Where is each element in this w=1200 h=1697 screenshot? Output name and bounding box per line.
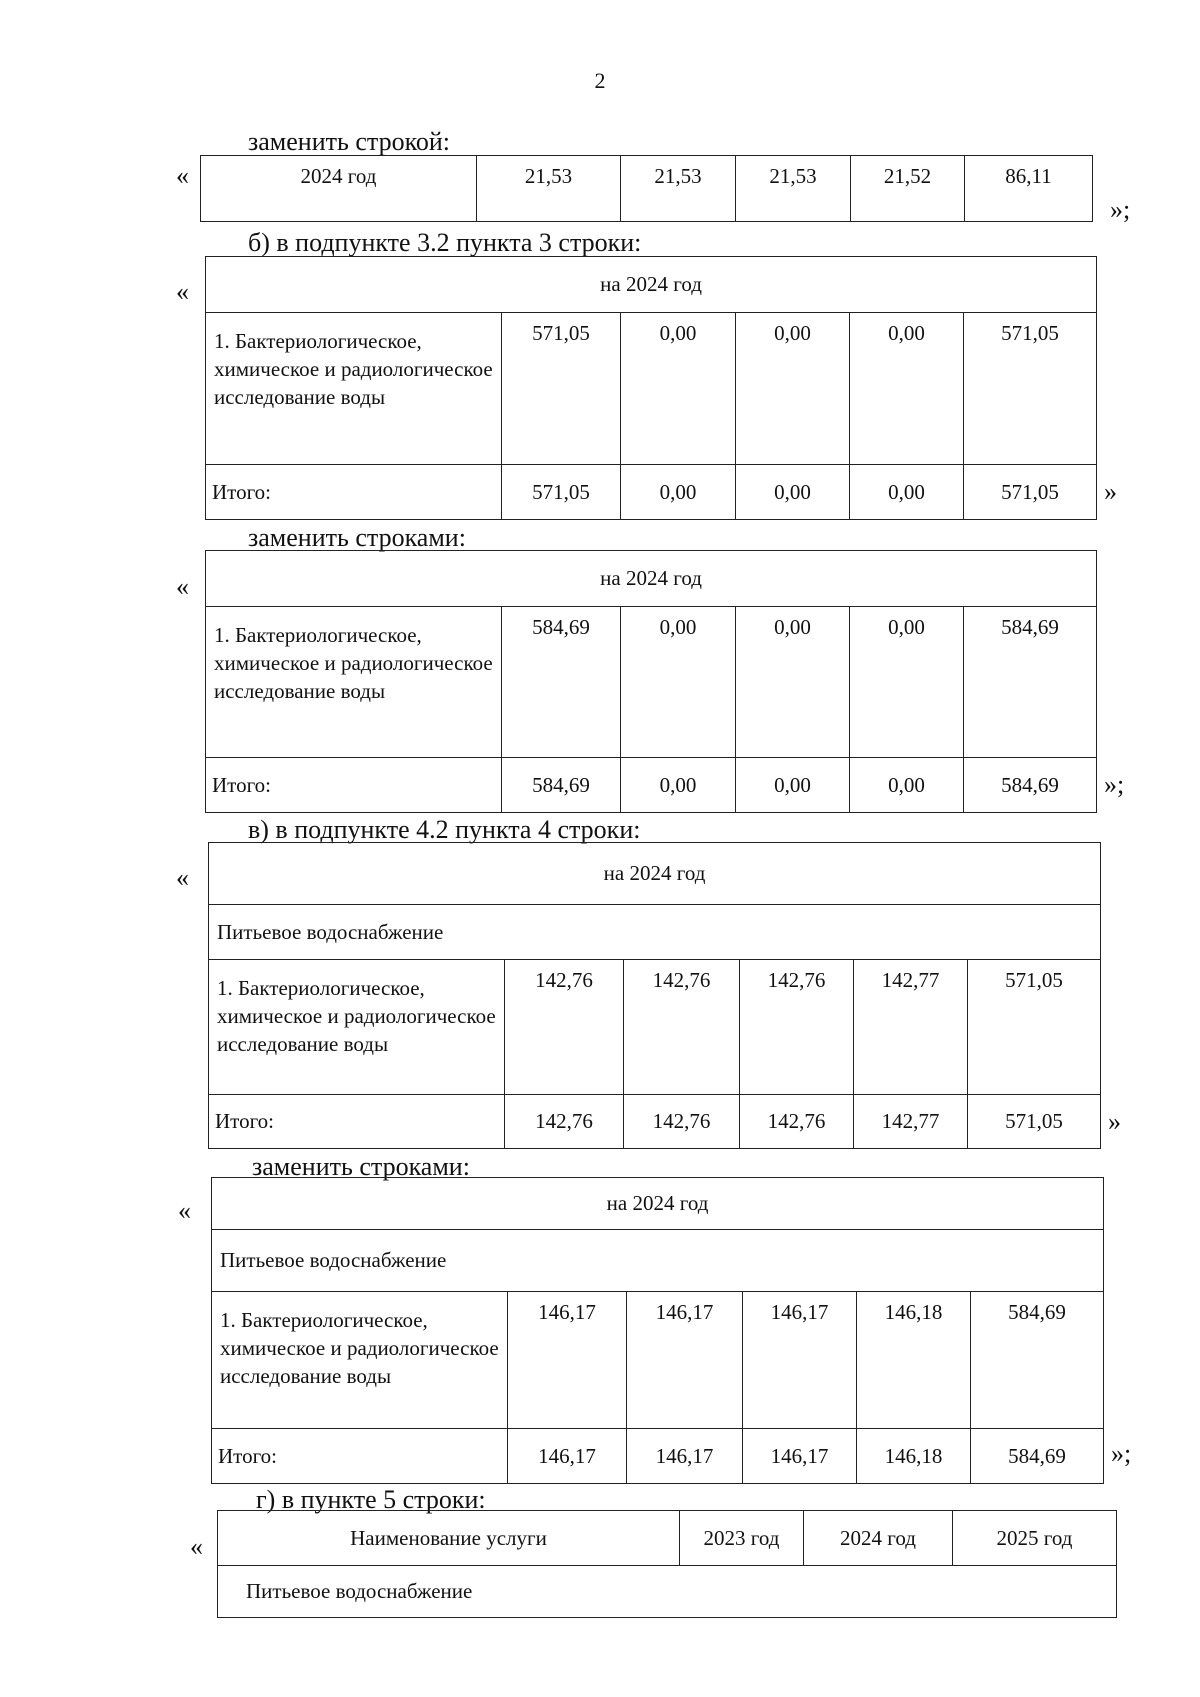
value-cell: 21,52 — [851, 156, 965, 222]
table-row — [218, 1566, 1117, 1618]
total-cell: 142,76 — [740, 1095, 854, 1149]
total-cell: 584,69 — [502, 758, 621, 813]
value-cell: 584,69 — [964, 607, 1097, 758]
total-cell: 0,00 — [850, 465, 964, 520]
table-row — [209, 1095, 1101, 1149]
total-cell: 86,11 — [965, 156, 1093, 222]
table-section-b — [205, 256, 1097, 520]
total-cell: 571,05 — [968, 1095, 1101, 1149]
close-quote: » — [1108, 1107, 1121, 1136]
value-cell: 21,53 — [477, 156, 621, 222]
item-label: 1. Бактериологическое, химическое и радиологическое исследование воды — [209, 960, 505, 1095]
total-cell: 142,77 — [854, 1095, 968, 1149]
open-quote: « — [176, 863, 189, 892]
table-section-b-replace — [205, 550, 1097, 813]
table-row — [201, 156, 1093, 222]
value-cell: 0,00 — [850, 313, 964, 465]
heading-replace-rows: заменить строками: — [248, 523, 466, 552]
total-label: Итого: — [206, 758, 502, 813]
table-row — [206, 257, 1097, 313]
total-cell: 142,76 — [624, 1095, 740, 1149]
total-label: Итого: — [212, 1429, 508, 1484]
value-cell: 21,53 — [621, 156, 736, 222]
table-section-d — [217, 1510, 1117, 1618]
close-quote: »; — [1104, 770, 1125, 799]
table-row — [206, 465, 1097, 520]
total-cell: 146,18 — [857, 1429, 971, 1484]
value-cell: 0,00 — [621, 313, 736, 465]
year-header: на 2024 год — [209, 843, 1101, 905]
total-cell: 0,00 — [621, 758, 736, 813]
value-cell: 0,00 — [736, 313, 850, 465]
page-number: 2 — [594, 68, 606, 93]
open-quote: « — [176, 161, 189, 190]
total-cell: 146,17 — [743, 1429, 857, 1484]
heading-section-d: г) в пункте 5 строки: — [256, 1485, 486, 1514]
value-cell: 142,76 — [624, 960, 740, 1095]
total-cell: 584,69 — [964, 758, 1097, 813]
total-cell: 146,17 — [508, 1429, 627, 1484]
table-row — [218, 1511, 1117, 1566]
heading-section-b: б) в подпункте 3.2 пункта 3 строки: — [248, 228, 642, 257]
close-quote: » — [1104, 477, 1117, 506]
table-row — [209, 960, 1101, 1095]
value-cell: 571,05 — [502, 313, 621, 465]
group-label: Питьевое водоснабжение — [212, 1230, 1104, 1292]
open-quote: « — [190, 1532, 203, 1561]
value-cell: 571,05 — [968, 960, 1101, 1095]
heading-section-c: в) в подпункте 4.2 пункта 4 строки: — [248, 815, 641, 844]
value-cell: 0,00 — [850, 607, 964, 758]
table-section-c — [208, 842, 1101, 1149]
value-cell: 0,00 — [621, 607, 736, 758]
item-label: 1. Бактериологическое, химическое и радиологическое исследование воды — [212, 1292, 508, 1429]
item-label: 1. Бактериологическое, химическое и радиологическое исследование воды — [206, 313, 502, 465]
total-label: Итого: — [209, 1095, 505, 1149]
value-cell: 142,76 — [740, 960, 854, 1095]
total-cell: 0,00 — [736, 465, 850, 520]
total-cell: 584,69 — [971, 1429, 1104, 1484]
total-cell: 571,05 — [502, 465, 621, 520]
table-row — [209, 843, 1101, 905]
value-cell: 146,18 — [857, 1292, 971, 1429]
value-cell: 146,17 — [508, 1292, 627, 1429]
total-cell: 0,00 — [850, 758, 964, 813]
value-cell: 21,53 — [736, 156, 851, 222]
column-header: 2023 год — [680, 1511, 804, 1566]
table-row — [212, 1292, 1104, 1429]
open-quote: « — [178, 1196, 191, 1225]
value-cell: 584,69 — [502, 607, 621, 758]
column-header: 2025 год — [953, 1511, 1117, 1566]
column-header: 2024 год — [804, 1511, 953, 1566]
table-row — [212, 1230, 1104, 1292]
open-quote: « — [176, 572, 189, 601]
table-row — [206, 551, 1097, 607]
value-cell: 584,69 — [971, 1292, 1104, 1429]
value-cell: 571,05 — [964, 313, 1097, 465]
table-row — [206, 607, 1097, 758]
close-quote: »; — [1111, 1439, 1132, 1468]
heading-replace-rows: заменить строками: — [252, 1152, 470, 1181]
total-label: Итого: — [206, 465, 502, 520]
open-quote: « — [176, 277, 189, 306]
table-2024-row — [200, 155, 1093, 222]
total-cell: 0,00 — [736, 758, 850, 813]
column-header: Наименование услуги — [218, 1511, 680, 1566]
value-cell: 0,00 — [736, 607, 850, 758]
group-label: Питьевое водоснабжение — [209, 905, 1101, 960]
value-cell: 146,17 — [627, 1292, 743, 1429]
value-cell: 146,17 — [743, 1292, 857, 1429]
table-row — [212, 1429, 1104, 1484]
year-header: на 2024 год — [212, 1178, 1104, 1230]
total-cell: 0,00 — [621, 465, 736, 520]
year-cell: 2024 год — [201, 156, 477, 222]
value-cell: 142,77 — [854, 960, 968, 1095]
table-section-c-replace — [211, 1177, 1104, 1484]
close-quote: »; — [1110, 195, 1131, 224]
total-cell: 571,05 — [964, 465, 1097, 520]
table-row — [206, 758, 1097, 813]
value-cell: 142,76 — [505, 960, 624, 1095]
item-label: 1. Бактериологическое, химическое и радиологическое исследование воды — [206, 607, 502, 758]
total-cell: 142,76 — [505, 1095, 624, 1149]
group-label: Питьевое водоснабжение — [218, 1566, 1117, 1618]
heading-replace-row: заменить строкой: — [248, 127, 451, 156]
total-cell: 146,17 — [627, 1429, 743, 1484]
table-row — [209, 905, 1101, 960]
year-header: на 2024 год — [206, 257, 1097, 313]
table-row — [212, 1178, 1104, 1230]
year-header: на 2024 год — [206, 551, 1097, 607]
table-row — [206, 313, 1097, 465]
